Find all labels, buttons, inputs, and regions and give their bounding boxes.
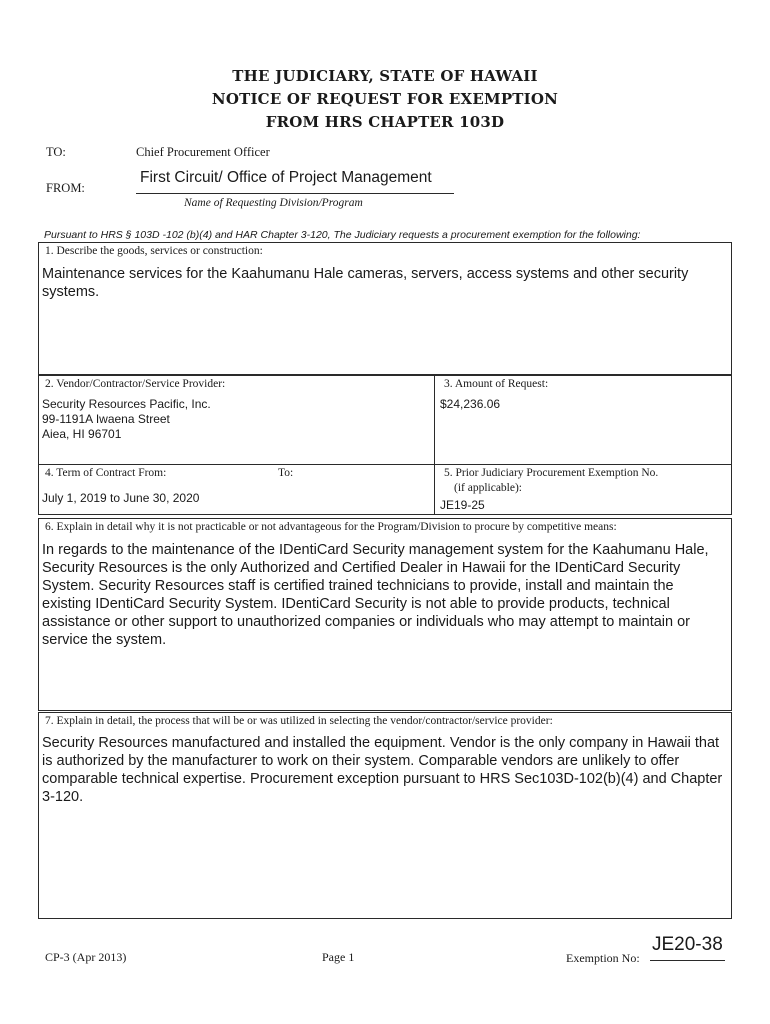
title-line-3: FROM HRS CHAPTER 103D [265, 113, 505, 131]
form-id: CP-3 (Apr 2013) [45, 950, 127, 964]
sections-divider-horizontal [38, 464, 732, 465]
sections-divider-vertical [434, 375, 435, 515]
from-caption: Name of Requesting Division/Program [184, 197, 363, 209]
section-6-value[interactable]: In regards to the maintenance of the IDentiCard Security management system for the Kaahumanu Hale, Security Resources is the only Authorized and Certified Dealer in Hawaii for the IDentiCard Security System. Security Resources staff is certified trained technicians to provide, install and maintain the existing IDentiCard Security System. IDentiCard Security is not able to provide products, technical assistance or other support to unauthorized companies or individuals who may attempt to maintain or service the system. [42, 542, 709, 648]
title-line-1: THE JUDICIARY, STATE OF HAWAII [232, 67, 538, 85]
to-label: TO: [46, 145, 66, 159]
section-5-label-2: (if applicable): [454, 482, 523, 494]
from-underline [136, 193, 454, 194]
section-1-value[interactable]: Maintenance services for the Kaahumanu Hale cameras, servers, access systems and other security systems. [42, 266, 689, 300]
exemption-number[interactable]: JE20-38 [652, 934, 723, 955]
pursuant-statement: Pursuant to HRS § 103D -102 (b)(4) and HAR Chapter 3-120, The Judiciary requests a procurement exemption for the following: [44, 229, 641, 241]
exemption-underline [650, 960, 725, 961]
section-1-box [38, 242, 732, 375]
section-6-label: 6. Explain in detail why it is not practicable or not advantageous for the Program/Division to procure by competitive means: [45, 521, 617, 533]
section-2-line-3[interactable]: Aiea, HI 96701 [42, 427, 122, 441]
section-4-to-label: To: [278, 467, 294, 479]
section-1-label: 1. Describe the goods, services or construction: [45, 245, 263, 257]
section-2-line-1[interactable]: Security Resources Pacific, Inc. [42, 397, 211, 411]
title-line-2: NOTICE OF REQUEST FOR EXEMPTION [211, 90, 559, 108]
section-7-value[interactable]: Security Resources manufactured and installed the equipment. Vendor is the only company in Hawaii that is authorized by the manufacturer to work on their system. Comparable vendors are unlikely to offer comparable technical expertise. Procurement exception pursuant to HRS Sec103D-102(b)(4) and Chapter 3-120. [42, 735, 723, 805]
section-2-label: 2. Vendor/Contractor/Service Provider: [45, 378, 226, 390]
from-label: FROM: [46, 181, 85, 195]
exemption-label: Exemption No: [566, 951, 640, 965]
section-3-value[interactable]: $24,236.06 [440, 397, 501, 411]
section-4-label: 4. Term of Contract From: [45, 467, 167, 479]
section-7-label: 7. Explain in detail, the process that will be or was utilized in selecting the vendor/contractor/service provider: [45, 715, 553, 727]
page-number: Page 1 [322, 950, 355, 964]
to-value: Chief Procurement Officer [136, 145, 270, 159]
section-5-value[interactable]: JE19-25 [440, 498, 485, 512]
section-5-label-1: 5. Prior Judiciary Procurement Exemption No. [444, 467, 659, 479]
from-value[interactable]: First Circuit/ Office of Project Management [140, 169, 432, 186]
section-3-label: 3. Amount of Request: [444, 378, 549, 390]
section-4-value[interactable]: July 1, 2019 to June 30, 2020 [42, 491, 200, 505]
section-2-line-2[interactable]: 99-1191A Iwaena Street [42, 412, 170, 426]
